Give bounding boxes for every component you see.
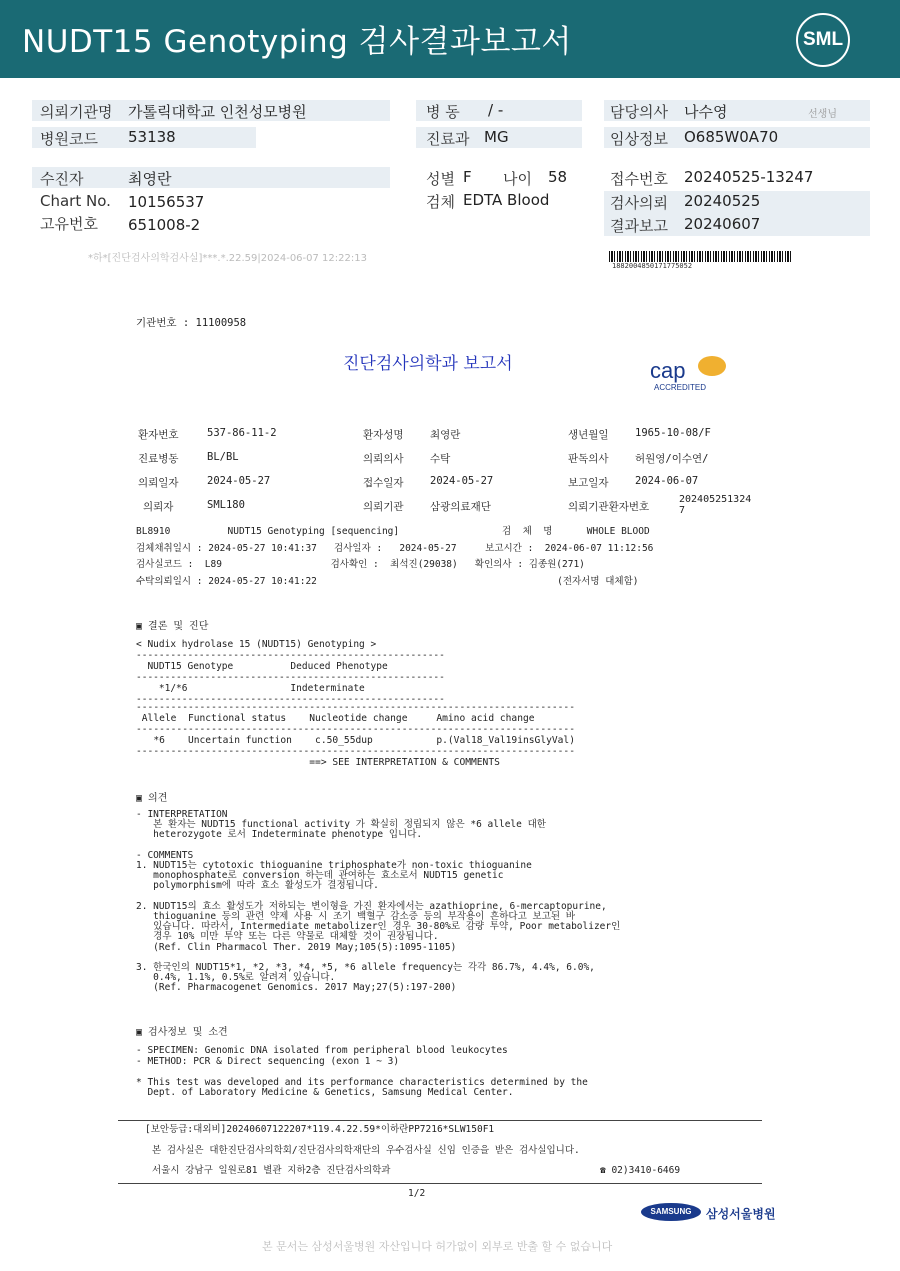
r1-c1: 환자번호 [138, 429, 179, 441]
doctor-suffix: 선생님 [808, 109, 837, 120]
cap-accredited-text: ACCREDITED [654, 383, 707, 392]
institution-label: 의뢰기관명 [40, 103, 113, 121]
opinion-text: - INTERPRETATION 본 환자는 NUDT15 functional activity 가 확실히 정립되지 않은 *6 allele 대한 heterozygote 로서 Indeterminate phenotype 입니다. - COMMENTS 1. NUDT15는 cytotoxic thioguanine triphosphate가 non-toxic thioguanine monophosphate로 conversion 하는데 관여하는 효소로서 NUDT15 genetic polymorphism에 따라 효소 활성도가 결정됩니다. 2. NUDT15의 효소 활성도가 저하되는 변이형을 가진 환자에서는 azathioprine, 6-mercaptopurine, thioguanine 등의 관련 약제 사용 시 조기 백혈구 감소증 등의 부작용이 흔하다고 보고된 바 있습니다. 따라서, Intermediate metabolizer인 경우 30-80%로 감량 투약, Poor metabolizer인 경우 10% 미만 투약 또는 다른 약물로 대체할 것이 권장됩니다. (Ref. Clin Pharmacol Ther. 2019 May;105(5):1095-1105) 3. 한국인의 NUDT15*1, *2, *3, *4, *5, *6 allele frequency는 각각 86.7%, 4.4%, 6.0%, 0.4%, 1.1%, 0.5%로 알려져 있습니다. (Ref. Pharmacogenet Genomics. 2017 May;27(5):197-200) [136, 809, 621, 994]
r3-c3: 접수일자 [363, 477, 404, 489]
ward-value: / - [488, 101, 504, 119]
r3-c6: 2024-06-07 [635, 475, 699, 487]
footer-divider-bottom [118, 1183, 762, 1184]
request-label: 검사의뢰 [610, 194, 668, 212]
result-heading: ▣ 결론 및 진단 [136, 621, 209, 632]
receipt-value: 20240525-13247 [684, 168, 814, 186]
cap-logo-text: cap [650, 358, 686, 383]
report-date-label: 결과보고 [610, 217, 668, 235]
uid-label: 고유번호 [40, 215, 98, 233]
r2-c1: 진료병동 [138, 453, 179, 465]
r3-c5: 보고일자 [568, 477, 609, 489]
info-heading: ▣ 검사정보 및 소견 [136, 1027, 228, 1038]
specimen-label: 검체 [426, 193, 455, 211]
watermark-text: *하*[진단검사의학검사실]***.*.22.59|2024-06-07 12:22:13 [88, 253, 367, 264]
dept-value: MG [484, 128, 509, 146]
bottom-note: 본 문서는 삼성서울병원 자산입니다 허가없이 외부로 반출 할 수 없습니다 [262, 1240, 613, 1253]
doctor-label: 담당의사 [610, 103, 668, 121]
r4-c6: 202405251324 7 [679, 494, 752, 516]
lab-room-line: 검사실코드 : L89 검사확인 : 최석진(29038) 확인의사 : 김종원(271) [136, 559, 585, 570]
r1-c5: 생년월일 [568, 429, 609, 441]
r2-c6: 허원영/이수연/ [635, 453, 709, 465]
r3-c1: 의뢰일자 [138, 477, 179, 489]
institution-value: 가톨릭대학교 인천성모병원 [128, 103, 307, 121]
receipt-label: 접수번호 [610, 170, 668, 188]
sex-value: F [463, 168, 472, 186]
security-line: [보안등급:대외비]20240607122207*119.4.22.59*이하란PP7216*SLW150F1 [145, 1124, 495, 1135]
clinical-value: O685W0A70 [684, 128, 779, 146]
clinical-label: 임상정보 [610, 130, 668, 148]
r4-c3: 의뢰기관 [363, 501, 404, 513]
test-code-line: BL8910 NUDT15 Genotyping [sequencing] 검 체 명 WHOLE BLOOD [136, 526, 650, 537]
report-title: NUDT15 Genotyping 검사결과보고서 [22, 24, 572, 60]
patient-value: 최영란 [128, 170, 172, 188]
barcode-number: 1882004850171775052 [612, 262, 693, 270]
report-date-value: 20240607 [684, 215, 761, 233]
r1-c4: 최영란 [430, 429, 461, 441]
sex-label: 성별 [426, 170, 455, 188]
patient-label: 수진자 [40, 170, 84, 188]
page-number: 1/2 [408, 1188, 426, 1199]
r1-c2: 537-86-11-2 [207, 427, 277, 439]
samsung-logo: SAMSUNG [641, 1203, 701, 1221]
certification-line: 본 검사실은 대한진단검사의학회/진단검사의학재단의 우수검사실 신임 인증을 받은 검사실입니다. [152, 1145, 580, 1156]
age-value: 58 [548, 168, 568, 186]
opinion-heading: ▣ 의견 [136, 793, 168, 804]
footer-divider-top [118, 1120, 762, 1121]
hospital-code-value: 53138 [128, 128, 176, 146]
phone-line: ☎ 02)3410-6469 [600, 1165, 681, 1176]
received-line: 수탁의뢰일시 : 2024-05-27 10:41:22 (전자서명 대체함) [136, 576, 639, 587]
r3-c4: 2024-05-27 [430, 475, 494, 487]
chart-value: 10156537 [128, 193, 205, 211]
patient-bar [32, 167, 390, 188]
r4-c5: 의뢰기관환자번호 [568, 501, 650, 513]
collection-line: 검체채취일시 : 2024-05-27 10:41:37 검사일자 : 2024-05-27 보고시간 : 2024-06-07 11:12:56 [136, 543, 654, 554]
r2-c5: 판독의사 [568, 453, 609, 465]
r4-c2: SML180 [207, 499, 245, 511]
institution-number: 기관번호 : 11100958 [136, 317, 247, 329]
smc-name: 삼성서울병원 [706, 1207, 776, 1221]
lab-report-title: 진단검사의학과 보고서 [343, 354, 513, 374]
cap-accredited-logo [650, 356, 742, 396]
age-label: 나이 [503, 170, 532, 188]
sml-logo [796, 13, 850, 67]
ward-label: 병 동 [426, 103, 460, 121]
specimen-value: EDTA Blood [463, 191, 550, 209]
r4-c1: 의뢰자 [143, 501, 174, 513]
request-value: 20240525 [684, 192, 761, 210]
dept-label: 진료과 [426, 130, 470, 148]
address-line: 서울시 강남구 일원로81 별관 지하2층 진단검사의학과 [152, 1165, 391, 1176]
info-text: - SPECIMEN: Genomic DNA isolated from peripheral blood leukocytes - METHOD: PCR & Direct sequencing (exon 1 ~ 3) * This test was developed and its performance characteristics determined by the Dept. of Laboratory Medicine & Genetics, Samsung Medical Center. [136, 1045, 588, 1098]
r2-c3: 의뢰의사 [363, 453, 404, 465]
r2-c2: BL/BL [207, 451, 239, 463]
hospital-code-label: 병원코드 [40, 130, 98, 148]
logo-text: SML [802, 29, 844, 50]
barcode [609, 251, 793, 262]
r4-c4: 삼광의료재단 [430, 501, 491, 513]
allele-table: ---------------------------------------------------------------------------- Allele Functional status Nucleotide change Amino acid change ---------------------------------------------------------------------------- *6 Uncertain function c.50_55dup p.(Val18_Val19insGlyVal) ---------------------------------------------------------------------------- ==> SEE INTERPRETATION & COMMENTS [136, 702, 575, 768]
chart-label: Chart No. [40, 192, 111, 210]
genotype-table: < Nudix hydrolase 15 (NUDT15) Genotyping > ------------------------------------------------------ NUDT15 Genotype Deduced Phenotype ------------------------------------------------------ *1/*6 Indeterminate ------------------------------------------------------ [136, 639, 445, 705]
doctor-value: 나수영 [684, 103, 728, 121]
r1-c3: 환자성명 [363, 429, 404, 441]
uid-value: 651008-2 [128, 216, 201, 234]
r1-c6: 1965-10-08/F [635, 427, 711, 439]
header-bar [0, 0, 900, 78]
cap-emblem-icon [698, 356, 726, 376]
r3-c2: 2024-05-27 [207, 475, 271, 487]
r2-c4: 수탁 [430, 453, 451, 465]
